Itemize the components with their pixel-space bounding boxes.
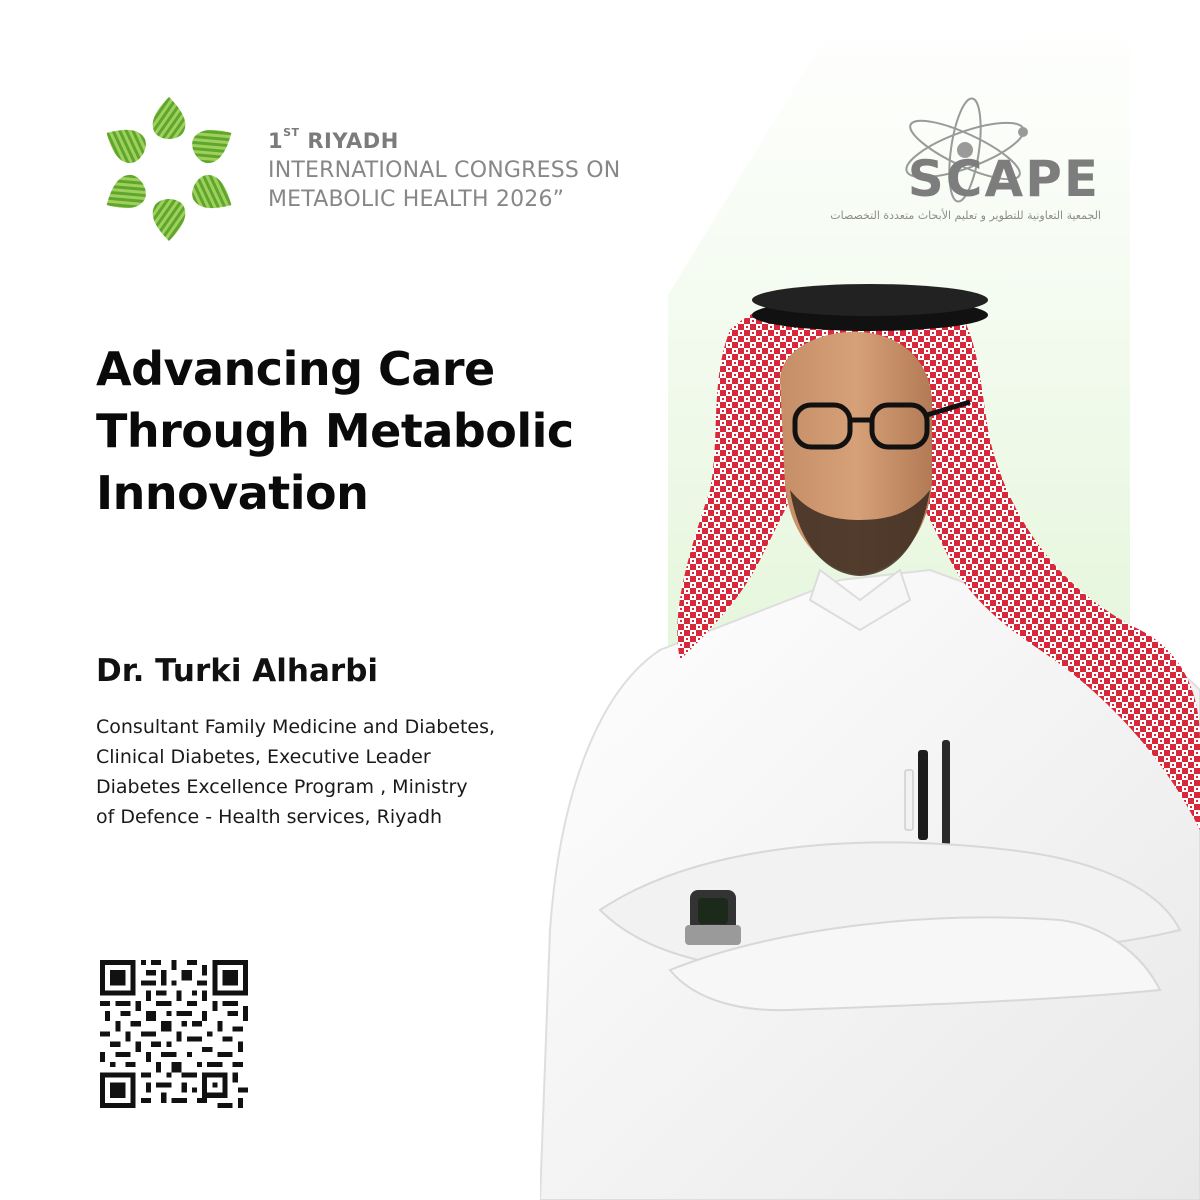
- speaker-portrait: [540, 270, 1200, 1200]
- speaker-role-line: Diabetes Excellence Program , Ministry: [96, 776, 468, 798]
- speaker-role-line: Clinical Diabetes, Executive Leader: [96, 746, 431, 768]
- headline-line: Through Metabolic: [96, 404, 574, 458]
- qr-code-icon[interactable]: [100, 960, 248, 1108]
- speaker-role-line: Consultant Family Medicine and Diabetes,: [96, 716, 496, 738]
- speaker-role: [96, 712, 616, 832]
- speaker-role-line: of Defence - Health services, Riyadh: [96, 806, 443, 828]
- headline-line: Innovation: [96, 466, 369, 520]
- speaker-name: Dr. Turki Alharbi: [96, 653, 379, 689]
- congress-name-line: METABOLIC HEALTH 2026”: [268, 187, 565, 212]
- congress-name-line: INTERNATIONAL CONGRESS ON: [268, 158, 621, 183]
- scape-wordmark: SCAPE: [907, 150, 1100, 208]
- congress-edition: 1ST RIYADH: [268, 126, 399, 153]
- logo-petal: [153, 97, 186, 139]
- congress-title: [268, 122, 688, 214]
- scape-arabic-tagline: الجمعية التعاونية للتطوير و تعليم الأبحاث متعددة التخصصات: [830, 209, 1101, 222]
- headline-line: Advancing Care: [96, 342, 495, 396]
- green-flower-logo-icon: [96, 96, 242, 242]
